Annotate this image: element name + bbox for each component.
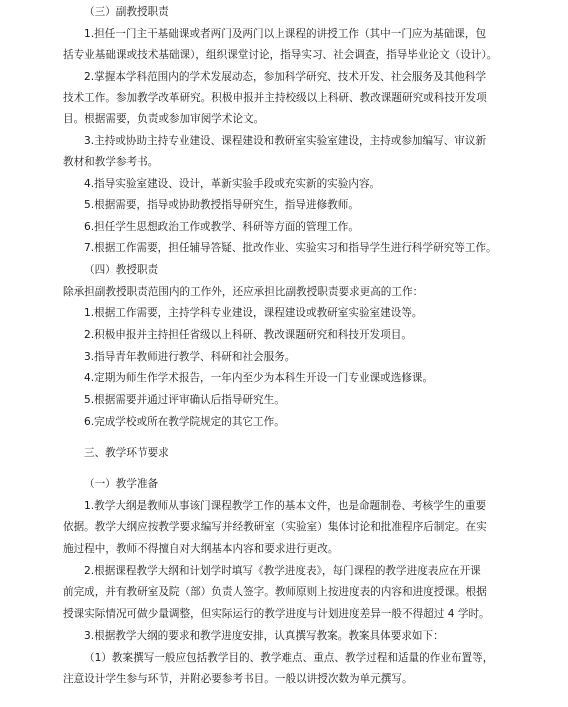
paragraph-line: 2.掌握本学科范围内的学术发展动态，参加科学研究、技术开发、社会服务及其他科学 xyxy=(84,71,487,83)
paragraph-line: 6.完成学校或所在教学院规定的其它工作。 xyxy=(84,416,285,428)
paragraph-line: 技术工作。参加教学改革研究。积极申报并主持校级以上科研、教改课题研究或科技开发项 xyxy=(63,92,487,104)
paragraph-line: 6.担任学生思想政治工作或教学、科研等方面的管理工作。 xyxy=(84,221,359,233)
paragraph-line: 1.根据工作需要，主持学科专业建设，课程建设或教研室实验室建设等。 xyxy=(84,307,423,319)
paragraph-line: 括专业基础课或技术基础课），组织课堂讨论，指导实习、社会调查，指导毕业论文（设计）。 xyxy=(63,49,498,61)
paragraph-line: 7.根据工作需要，担任辅导答疑、批改作业、实验实习和指导学生进行科学研究等工作。 xyxy=(84,242,497,254)
paragraph-line: 3.指导青年教师进行教学、科研和社会服务。 xyxy=(84,351,296,363)
paragraph-line: 3.根据教学大纲的要求和教学进度安排，认真撰写教案。教案具体要求如下： xyxy=(84,630,444,642)
paragraph-line: 除承担副教授职责范围内的工作外，还应承担比副教授职责要求更高的工作： xyxy=(63,286,424,298)
paragraph-line: 2.积极申报并主持担任省级以上科研、教改课题研究和科技开发项目。 xyxy=(84,329,412,341)
paragraph-line: 4.定期为师生作学术报告，一年内至少为本科生开设一门专业课或选修课。 xyxy=(84,372,434,384)
paragraph-line: 授课实际情况可做少量调整，但实际运行的教学进度与计划进度差异一般不得超过 4 学时。 xyxy=(63,608,490,620)
paragraph-line: 1.教学大纲是教师从事该门课程教学工作的基本文件，也是命题制卷、考核学生的重要 xyxy=(84,500,487,512)
paragraph-line: 5.根据需要并通过评审确认后指导研究生。 xyxy=(84,394,285,406)
section-heading-associate-professor: （三）副教授职责 xyxy=(84,6,169,18)
paragraph-line: 前完成，并有教研室及院（部）负责人签字。教师原则上按进度表的内容和进度授课。根据 xyxy=(63,586,487,598)
paragraph-line: 3.主持或协助主持专业建设、课程建设和教研室实验室建设，主持或参加编写、审议新 xyxy=(84,135,487,147)
paragraph-line: （1）教案撰写一般应包括教学目的、教学难点、重点、教学过程和适量的作业布置等， xyxy=(84,652,494,664)
section-heading-professor: （四）教授职责 xyxy=(84,264,159,276)
subsection-heading-teaching-preparation: （一）教学准备 xyxy=(84,478,159,490)
paragraph-line: 教材和教学参考书。 xyxy=(63,156,159,168)
paragraph-line: 5.根据需要，指导或协助教授指导研究生，指导进修教师。 xyxy=(84,199,359,211)
paragraph-line: 注意设计学生参与环节，并附必要参考书目。一般以讲授次数为单元撰写。 xyxy=(63,673,413,685)
paragraph-line: 1.担任一门主干基础课或者两门及两门以上课程的讲授工作（其中一门应为基础课，包 xyxy=(84,28,487,40)
paragraph-line: 目。根据需要，负责或参加审阅学术论文。 xyxy=(63,113,265,125)
paragraph-line: 2.根据课程教学大纲和计划学时填写《教学进度表》，每门课程的教学进度表应在开课 xyxy=(84,565,481,577)
paragraph-line: 4.指导实验室建设、设计，革新实验手段或充实新的实验内容。 xyxy=(84,178,381,190)
section-heading-teaching-requirements: 三、教学环节要求 xyxy=(84,447,169,459)
paragraph-line: 依据。教学大纲应按教学要求编写并经教研室（实验室）集体讨论和批准程序后制定。在实 xyxy=(63,521,487,533)
paragraph-line: 施过程中，教师不得擅自对大纲基本内容和要求进行更改。 xyxy=(63,543,339,555)
